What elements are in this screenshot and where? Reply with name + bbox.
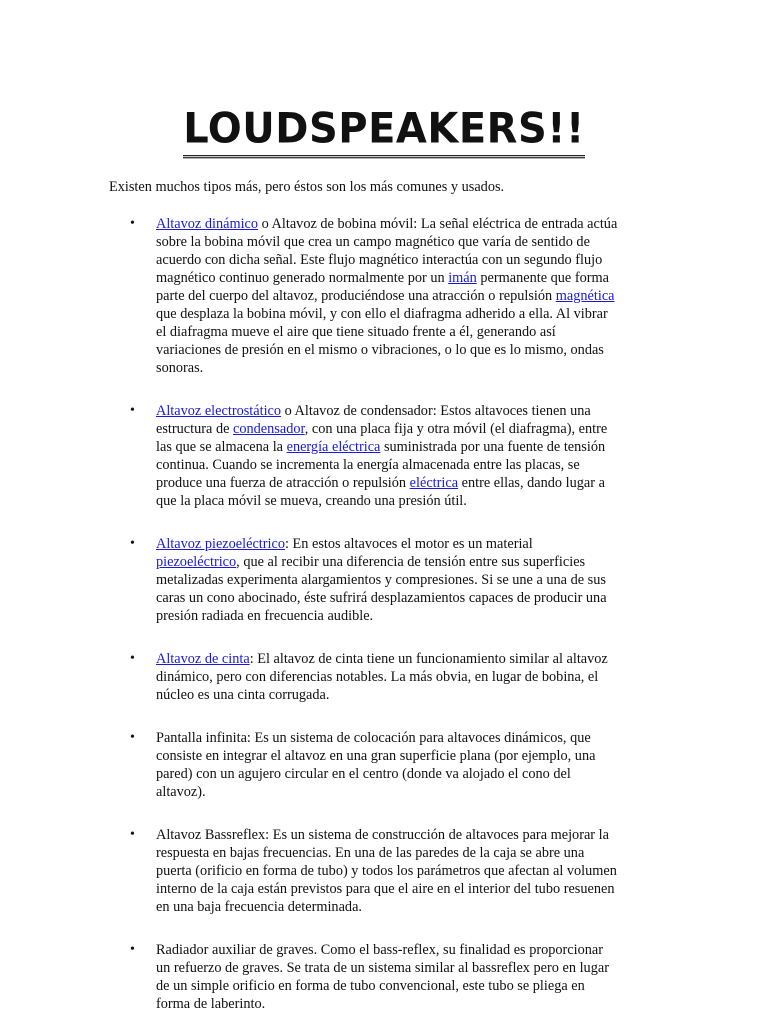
text-line [156, 668, 650, 686]
text-line [156, 571, 650, 589]
text-run: caras un cono abocinado, éste sufrirá desplazamientos capaces de producir una [156, 590, 607, 606]
text-run: magnético continuo generado normalmente por un [156, 270, 449, 286]
text-run: forma de laberinto. [156, 996, 266, 1012]
text-line [156, 492, 650, 510]
text-line [156, 959, 650, 977]
bullet-icon: • [130, 651, 135, 666]
text-line [156, 553, 650, 571]
text-run: : El altavoz de cinta tiene un funcionamiento similar al altavoz [249, 651, 608, 667]
text-run: metalizadas experimenta alargamientos y compresiones. Si se une a una de sus [156, 572, 606, 588]
text-run: Pantalla infinita: Es un sistema de colocación para altavoces dinámicos, que [156, 730, 591, 746]
text-run: , con una placa fija y otra móvil (el diafragma), entre [304, 421, 608, 437]
text-run: de un simple orificio en forma de tubo convencional, este tubo se pliega en [156, 978, 585, 994]
list-item [130, 826, 650, 916]
text-line [156, 880, 650, 898]
text-run: un refuerzo de graves. Se trata de un sistema similar al bassreflex pero en lugar [156, 960, 609, 976]
text-line [156, 233, 650, 251]
text-run: parte del cuerpo del altavoz, produciéndose una atracción o repulsión [156, 288, 556, 304]
text-run: pared) con un agujero circular en el centro (donde va alojado el cono del [156, 766, 571, 782]
text-run: Altavoz Bassreflex: Es un sistema de construcción de altavoces para mejorar la [156, 827, 609, 843]
text-line [156, 898, 650, 916]
text-line [156, 729, 650, 747]
text-run: dinámico, pero con diferencias notables. La más obvia, en lugar de bobina, el [156, 669, 599, 685]
text-line [156, 456, 650, 474]
text-line [156, 686, 650, 704]
text-run: permanente que forma [476, 270, 609, 286]
text-line [156, 844, 650, 862]
text-run: o Altavoz de bobina móvil: La señal eléctrica de entrada actúa [258, 216, 618, 232]
text-run: entre ellas, dando lugar a [458, 475, 605, 491]
wiki-link[interactable]: Altavoz de cinta [156, 651, 250, 667]
list-item [130, 650, 650, 704]
wiki-link[interactable]: condensador [233, 421, 305, 437]
bullet-icon: • [130, 403, 135, 418]
text-line [156, 826, 650, 844]
text-run: núcleo es una cinta corrugada. [156, 687, 330, 703]
text-line [156, 747, 650, 765]
text-line [156, 323, 650, 341]
text-line [156, 977, 650, 995]
text-line [156, 607, 650, 625]
text-line [156, 783, 650, 801]
wiki-link[interactable]: Altavoz dinámico [156, 216, 259, 232]
wiki-link[interactable]: magnética [555, 288, 615, 304]
text-run: , que al recibir una diferencia de tensión entre sus superficies [236, 554, 586, 570]
wiki-link[interactable]: eléctrica [409, 475, 459, 491]
list-item [130, 729, 650, 801]
text-line [156, 305, 650, 323]
text-run: acuerdo con dicha señal. Este flujo magnético interactúa con un segundo flujo [156, 252, 603, 268]
bullet-icon: • [130, 536, 135, 551]
text-run: continua. Cuando se incrementa la energía almacenada entre las placas, se [156, 457, 580, 473]
text-run: respuesta en bajas frecuencias. En una de las paredes de la caja se abre una [156, 845, 585, 861]
text-line [156, 402, 650, 420]
wiki-link[interactable]: piezoeléctrico [156, 554, 237, 570]
text-run: que la placa móvil se mueva, creando una presión útil. [156, 493, 467, 509]
bullet-list [130, 215, 650, 1013]
bullet-icon: • [130, 827, 135, 842]
text-line [156, 341, 650, 359]
text-run: interno de la caja están previstos para que el aire en el interior del tubo resuenen [156, 881, 615, 897]
text-run: o Altavoz de condensador: Estos altavoces tienen una [281, 403, 591, 419]
text-run: que desplaza la bobina móvil, y con ello el diafragma adherido a ella. Al vibrar [156, 306, 608, 322]
wiki-link[interactable]: Altavoz piezoeléctrico [156, 536, 286, 552]
bullet-icon: • [130, 942, 135, 957]
text-line [156, 589, 650, 607]
text-run: consiste en integrar el altavoz en una gran superficie plana (por ejemplo, una [156, 748, 596, 764]
text-line [156, 251, 650, 269]
text-run: estructura de [156, 421, 234, 437]
text-line [156, 438, 650, 456]
text-run: presión radiada en frecuencia audible. [156, 608, 374, 624]
bullet-icon: • [130, 216, 135, 231]
text-run: altavoz). [156, 784, 206, 800]
text-line [156, 941, 650, 959]
text-run: el diafragma mueve el aire que tiene situado frente a él, generando así [156, 324, 556, 340]
intro-paragraph: Existen muchos tipos más, pero éstos son los más comunes y usados. [109, 179, 505, 195]
list-item [130, 215, 650, 377]
wiki-link[interactable]: Altavoz electrostático [156, 403, 282, 419]
text-line [156, 535, 650, 553]
text-run: variaciones de presión en el mismo o vibraciones, o lo que es lo mismo, ondas [156, 342, 604, 358]
text-line [156, 359, 650, 377]
list-item [130, 941, 650, 1013]
list-item [130, 402, 650, 510]
text-run: suministrada por una fuente de tensión [380, 439, 606, 455]
text-line [156, 287, 650, 305]
text-line [156, 862, 650, 880]
wiki-link[interactable]: imán [448, 270, 477, 286]
text-line [156, 995, 650, 1013]
text-line [156, 269, 650, 287]
text-run: en una baja frecuencia determinada. [156, 899, 362, 915]
list-item [130, 535, 650, 625]
text-run: Radiador auxiliar de graves. Como el bass-reflex, su finalidad es proporcionar [156, 942, 604, 958]
text-line [156, 474, 650, 492]
text-run: puerta (orificio en forma de tubo) y todos los parámetros que afectan al volumen [156, 863, 617, 879]
text-line [156, 215, 650, 233]
text-run: sobre la bobina móvil que crea un campo magnético que varía de sentido de [156, 234, 590, 250]
bullet-icon: • [130, 730, 135, 745]
text-run: produce una fuerza de atracción o repulsión [156, 475, 410, 491]
text-run: las que se almacena la [156, 439, 287, 455]
text-run: : En estos altavoces el motor es un material [285, 536, 533, 552]
text-line [156, 420, 650, 438]
text-line [156, 650, 650, 668]
page-title: LOUDSPEAKERS!! [0, 105, 768, 157]
wiki-link[interactable]: energía eléctrica [286, 439, 381, 455]
text-line [156, 765, 650, 783]
text-run: sonoras. [156, 360, 204, 376]
